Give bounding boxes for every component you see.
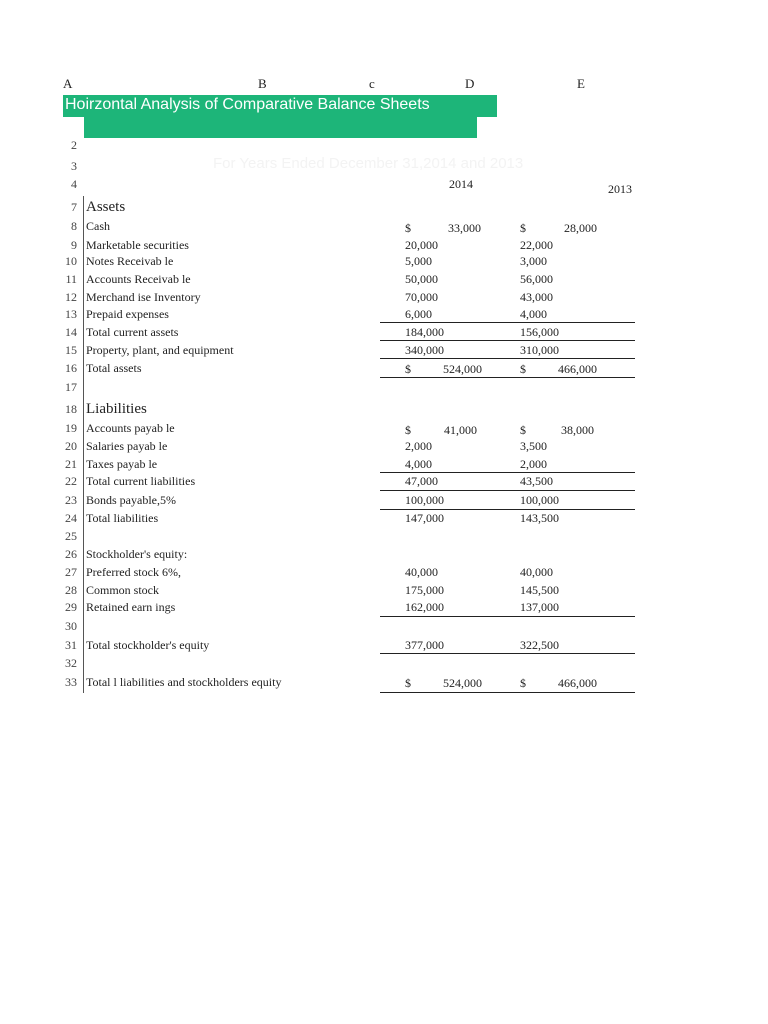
value-2014-accounts-payable: 41,000 bbox=[444, 423, 477, 437]
row-number: 16 bbox=[65, 361, 77, 375]
row-number: 18 bbox=[65, 402, 77, 416]
value-2014-prepaid-expenses: 6,000 bbox=[405, 307, 432, 321]
value-2013-total-current-liabilities: 43,500 bbox=[520, 474, 553, 488]
value-2013-salaries-payable: 3,500 bbox=[520, 439, 547, 453]
dollar-sign: $ bbox=[405, 423, 411, 437]
row-number: 14 bbox=[65, 325, 77, 339]
year-2014-header: 2014 bbox=[449, 177, 473, 191]
row-number: 11 bbox=[65, 272, 77, 286]
value-2013-common-stock: 145,500 bbox=[520, 583, 559, 597]
value-2014-total-liabilities: 147,000 bbox=[405, 511, 444, 525]
value-2013-inventory: 43,000 bbox=[520, 290, 553, 304]
row-label-notes-receivable: Notes Receivab le bbox=[86, 254, 174, 268]
row-number: 27 bbox=[65, 565, 77, 579]
column-header-d: D bbox=[465, 76, 475, 91]
row-label-merchandise-inventory: Merchand ise Inventory bbox=[86, 290, 201, 304]
value-2013-cash: 28,000 bbox=[564, 221, 597, 235]
section-heading-assets: Assets bbox=[86, 199, 126, 215]
value-2013-total-liabilities: 143,500 bbox=[520, 511, 559, 525]
dollar-sign: $ bbox=[405, 676, 411, 690]
row-number: 31 bbox=[65, 638, 77, 652]
dollar-sign: $ bbox=[520, 423, 526, 437]
value-2014-total-current-assets: 184,000 bbox=[405, 325, 444, 339]
row-label-common-stock: Common stock bbox=[86, 583, 160, 597]
row-label-cash: Cash bbox=[86, 219, 110, 233]
column-header-b: B bbox=[258, 76, 267, 91]
row-label-taxes-payable: Taxes payab le bbox=[86, 457, 158, 471]
section-heading-liabilities: Liabilities bbox=[86, 401, 147, 417]
value-2014-retained-earnings: 162,000 bbox=[405, 600, 444, 614]
subtotal-rule bbox=[380, 616, 635, 617]
value-2013-total-stockholders-equity: 322,500 bbox=[520, 638, 559, 652]
dollar-sign: $ bbox=[520, 676, 526, 690]
row-number: 2 bbox=[71, 138, 77, 152]
value-2013-bonds-payable: 100,000 bbox=[520, 493, 559, 507]
value-2013-accounts-payable: 38,000 bbox=[561, 423, 594, 437]
row-number: 12 bbox=[65, 290, 77, 304]
sheet-title: Hoirzontal Analysis of Comparative Balance Sheets bbox=[65, 96, 430, 113]
row-label-preferred-stock: Preferred stock 6%, bbox=[86, 565, 181, 579]
value-2013-total-current-assets: 156,000 bbox=[520, 325, 559, 339]
value-2014-taxes-payable: 4,000 bbox=[405, 457, 432, 471]
row-number: 26 bbox=[65, 547, 77, 561]
value-2014-cash: 33,000 bbox=[448, 221, 481, 235]
subtotal-rule bbox=[380, 472, 635, 473]
value-2013-accounts-receivable: 56,000 bbox=[520, 272, 553, 286]
title-band-second-row bbox=[84, 117, 477, 138]
row-number: 21 bbox=[65, 457, 77, 471]
year-2013-header: 2013 bbox=[608, 182, 632, 196]
subtotal-rule bbox=[380, 653, 635, 654]
value-2013-preferred-stock: 40,000 bbox=[520, 565, 553, 579]
row-number: 7 bbox=[71, 200, 77, 214]
row-number: 3 bbox=[71, 159, 77, 173]
value-2013-marketable-securities: 22,000 bbox=[520, 238, 553, 252]
value-2013-taxes-payable: 2,000 bbox=[520, 457, 547, 471]
row-label-ppe: Property, plant, and equipment bbox=[86, 343, 234, 357]
value-2013-prepaid-expenses: 4,000 bbox=[520, 307, 547, 321]
row-number: 20 bbox=[65, 439, 77, 453]
value-2013-retained-earnings: 137,000 bbox=[520, 600, 559, 614]
row-number: 29 bbox=[65, 600, 77, 614]
row-number: 19 bbox=[65, 421, 77, 435]
row-number: 33 bbox=[65, 675, 77, 689]
row-label-salaries-payable: Salaries payab le bbox=[86, 439, 168, 453]
total-rule bbox=[380, 692, 635, 693]
subtotal-rule bbox=[380, 490, 635, 491]
row-number: 13 bbox=[65, 307, 77, 321]
column-header-a: A bbox=[63, 76, 73, 91]
row-label-total-stockholders-equity: Total stockholder's equity bbox=[86, 638, 210, 652]
row-number: 22 bbox=[65, 474, 77, 488]
row-label-accounts-receivable: Accounts Receivab le bbox=[86, 272, 191, 286]
column-header-c: c bbox=[369, 76, 375, 91]
value-2013-total-assets: 466,000 bbox=[558, 362, 597, 376]
subtotal-rule bbox=[380, 509, 635, 510]
value-2013-ppe: 310,000 bbox=[520, 343, 559, 357]
row-label-total-current-liabilities: Total current liabilities bbox=[86, 474, 196, 488]
row-label-total-current-assets: Total current assets bbox=[86, 325, 179, 339]
value-2014-total-assets: 524,000 bbox=[443, 362, 482, 376]
row-label-total-liabilities-and-equity: Total l liabilities and stockholders equity bbox=[86, 675, 282, 689]
row-number: 32 bbox=[65, 656, 77, 670]
section-heading-stockholders-equity: Stockholder's equity: bbox=[86, 547, 188, 561]
row-number: 15 bbox=[65, 343, 77, 357]
value-2014-preferred-stock: 40,000 bbox=[405, 565, 438, 579]
row-label-accounts-payable: Accounts payab le bbox=[86, 421, 175, 435]
value-2014-inventory: 70,000 bbox=[405, 290, 438, 304]
value-2014-ppe: 340,000 bbox=[405, 343, 444, 357]
subtotal-rule bbox=[380, 340, 635, 341]
dollar-sign: $ bbox=[405, 221, 411, 235]
value-2013-notes-receivable: 3,000 bbox=[520, 254, 547, 268]
value-2014-accounts-receivable: 50,000 bbox=[405, 272, 438, 286]
row-label-total-assets: Total assets bbox=[86, 361, 142, 375]
row-number: 9 bbox=[71, 238, 77, 252]
value-2013-total-liabilities-and-equity: 466,000 bbox=[558, 676, 597, 690]
value-2014-marketable-securities: 20,000 bbox=[405, 238, 438, 252]
subtotal-rule bbox=[380, 322, 635, 323]
row-number: 23 bbox=[65, 493, 77, 507]
value-2014-bonds-payable: 100,000 bbox=[405, 493, 444, 507]
row-number: 25 bbox=[65, 529, 77, 543]
row-number: 4 bbox=[71, 177, 77, 191]
subtotal-rule bbox=[380, 358, 635, 359]
row-number: 28 bbox=[65, 583, 77, 597]
value-2014-salaries-payable: 2,000 bbox=[405, 439, 432, 453]
row-label-bonds-payable: Bonds payable,5% bbox=[86, 493, 176, 507]
dollar-sign: $ bbox=[520, 362, 526, 376]
row-label-total-liabilities: Total liabilities bbox=[86, 511, 159, 525]
dollar-sign: $ bbox=[405, 362, 411, 376]
row-number: 8 bbox=[71, 219, 77, 233]
column-header-e: E bbox=[577, 76, 585, 91]
row-number: 10 bbox=[65, 254, 77, 268]
value-2014-total-current-liabilities: 47,000 bbox=[405, 474, 438, 488]
row-label-marketable-securities: Marketable securities bbox=[86, 238, 189, 252]
dollar-sign: $ bbox=[520, 221, 526, 235]
total-rule bbox=[380, 377, 635, 378]
sheet-subtitle: For Years Ended December 31,2014 and 2013 bbox=[213, 155, 524, 172]
value-2014-common-stock: 175,000 bbox=[405, 583, 444, 597]
row-number: 24 bbox=[65, 511, 77, 525]
row-number: 17 bbox=[65, 380, 77, 394]
row-label-prepaid-expenses: Prepaid expenses bbox=[86, 307, 169, 321]
row-number: 30 bbox=[65, 619, 77, 633]
value-2014-notes-receivable: 5,000 bbox=[405, 254, 432, 268]
row-label-retained-earnings: Retained earn ings bbox=[86, 600, 176, 614]
column-border bbox=[83, 196, 84, 693]
value-2014-total-stockholders-equity: 377,000 bbox=[405, 638, 444, 652]
value-2014-total-liabilities-and-equity: 524,000 bbox=[443, 676, 482, 690]
